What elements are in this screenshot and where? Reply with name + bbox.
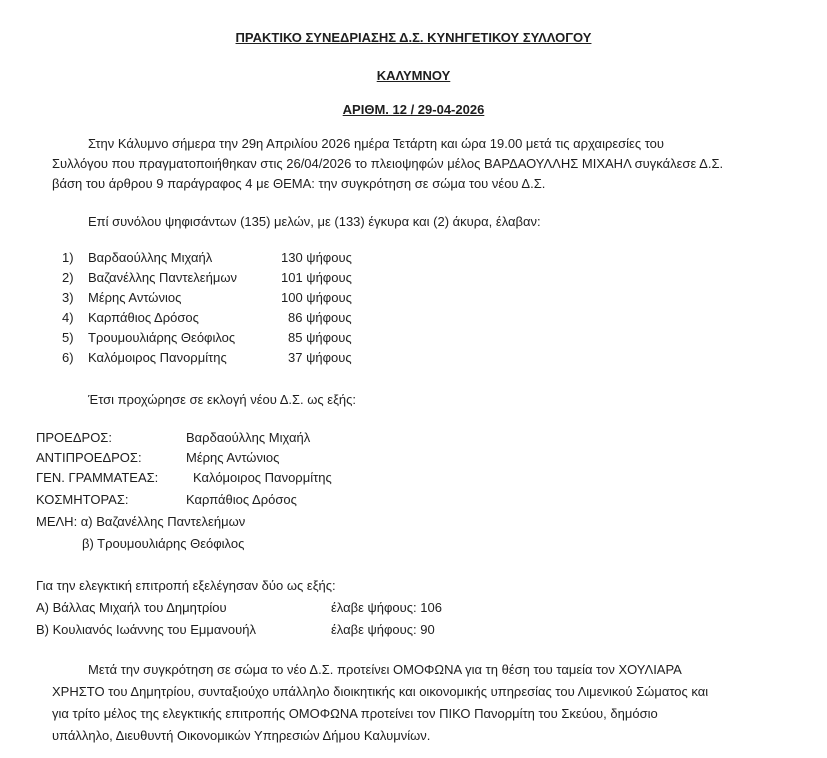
intro-line-1: Στην Κάλυμνο σήμερα την 29η Απριλίου 2026 ημέρα Τετάρτη και ώρα 19.00 μετά τις αρχαιρεσίες του: [88, 136, 665, 151]
candidate-number: 5): [62, 330, 74, 345]
candidate-name: Τρουμουλιάρης Θεόφιλος: [88, 330, 236, 345]
closing-line-1: Μετά την συγκρότηση σε σώμα το νέο Δ.Σ. προτείνει ΟΜΟΦΩΝΑ για τη θέση του ταμεία τον ΧΟΥΛΙΑΡΑ: [88, 662, 682, 677]
audit-member-votes: έλαβε ψήφους: 90: [331, 622, 435, 637]
candidate-votes: 100 ψήφους: [281, 290, 352, 305]
board-role: ΠΡΟΕΔΡΟΣ:: [36, 430, 112, 445]
board-member-name: Καλόμοιρος Πανορμίτης: [193, 470, 332, 485]
candidate-name: Καλόμοιρος Πανορμίτης: [88, 350, 227, 365]
document-title: ΠΡΑΚΤΙΚΟ ΣΥΝΕΔΡΙΑΣΗΣ Δ.Σ. ΚΥΝΗΓΕΤΙΚΟΥ ΣΥΛΛΟΓΟΥ: [235, 30, 592, 45]
candidate-number: 3): [62, 290, 74, 305]
members-line-1: ΜΕΛΗ: α) Βαζανέλλης Παντελεήμων: [36, 514, 246, 529]
candidate-name: Βαρδαούλλης Μιχαήλ: [88, 250, 213, 265]
board-member-name: Μέρης Αντώνιος: [186, 450, 280, 465]
candidate-number: 6): [62, 350, 74, 365]
audit-member-name: Α) Βάλλας Μιχαήλ του Δημητρίου: [36, 600, 227, 615]
candidate-votes: 101 ψήφους: [281, 270, 352, 285]
document-number: ΑΡΙΘΜ. 12 / 29-04-2026: [342, 102, 485, 117]
closing-line-4: υπάλληλο, Διευθυντή Οικονομικών Υπηρεσιών Δήμου Καλυμνίων.: [52, 728, 431, 743]
candidate-name: Καρπάθιος Δρόσος: [88, 310, 199, 325]
candidate-name: Βαζανέλλης Παντελεήμων: [88, 270, 237, 285]
board-member-name: Βαρδαούλλης Μιχαήλ: [186, 430, 311, 445]
board-role: ΚΟΣΜΗΤΟΡΑΣ:: [36, 492, 129, 507]
candidate-votes: 85 ψήφους: [288, 330, 352, 345]
audit-intro: Για την ελεγκτική επιτροπή εξελέγησαν δύο ως εξής:: [36, 578, 336, 593]
intro-line-3: βάση του άρθρου 9 παράγραφος 4 με ΘΕΜΑ: την συγκρότηση σε σώμα του νέου Δ.Σ.: [52, 176, 546, 191]
candidate-number: 1): [62, 250, 74, 265]
intro-line-2: Συλλόγου που πραγματοποιήθηκαν στις 26/04/2026 το πλειοψηφών μέλος ΒΑΡΔΑΟΥΛΛΗΣ ΜΙΧΑΗΛ συγκάλεσε Δ.Σ.: [52, 156, 724, 171]
candidate-number: 4): [62, 310, 74, 325]
candidate-number: 2): [62, 270, 74, 285]
audit-member-name: Β) Κουλιανός Ιωάννης του Εμμανουήλ: [36, 622, 256, 637]
candidate-votes: 37 ψήφους: [288, 350, 352, 365]
document-subtitle: ΚΑΛΥΜΝΟΥ: [376, 68, 451, 83]
closing-line-2: ΧΡΗΣΤΟ του Δημητρίου, συνταξιούχο υπάλληλο διοικητικής και οικονομικής υπηρεσίας του Λιμενικού Σώματος και: [52, 684, 709, 699]
votes-intro: Επί συνόλου ψηφισάντων (135) μελών, με (133) έγκυρα και (2) άκυρα, έλαβαν:: [88, 214, 541, 229]
candidate-votes: 86 ψήφους: [288, 310, 352, 325]
audit-member-votes: έλαβε ψήφους: 106: [331, 600, 442, 615]
closing-line-3: για τρίτο μέλος της ελεγκτικής επιτροπής ΟΜΟΦΩΝΑ προτείνει τον ΠΙΚΟ Πανορμίτη του Σκεύου, δημόσιο: [52, 706, 658, 721]
candidate-votes: 130 ψήφους: [281, 250, 352, 265]
board-member-name: Καρπάθιος Δρόσος: [186, 492, 297, 507]
members-line-2: β) Τρουμουλιάρης Θεόφιλος: [82, 536, 245, 551]
board-role: ΑΝΤΙΠΡΟΕΔΡΟΣ:: [36, 450, 142, 465]
candidate-name: Μέρης Αντώνιος: [88, 290, 182, 305]
election-intro: Έτσι προχώρησε σε εκλογή νέου Δ.Σ. ως εξής:: [88, 392, 357, 407]
board-role: ΓΕΝ. ΓΡΑΜΜΑΤΕΑΣ:: [36, 470, 159, 485]
